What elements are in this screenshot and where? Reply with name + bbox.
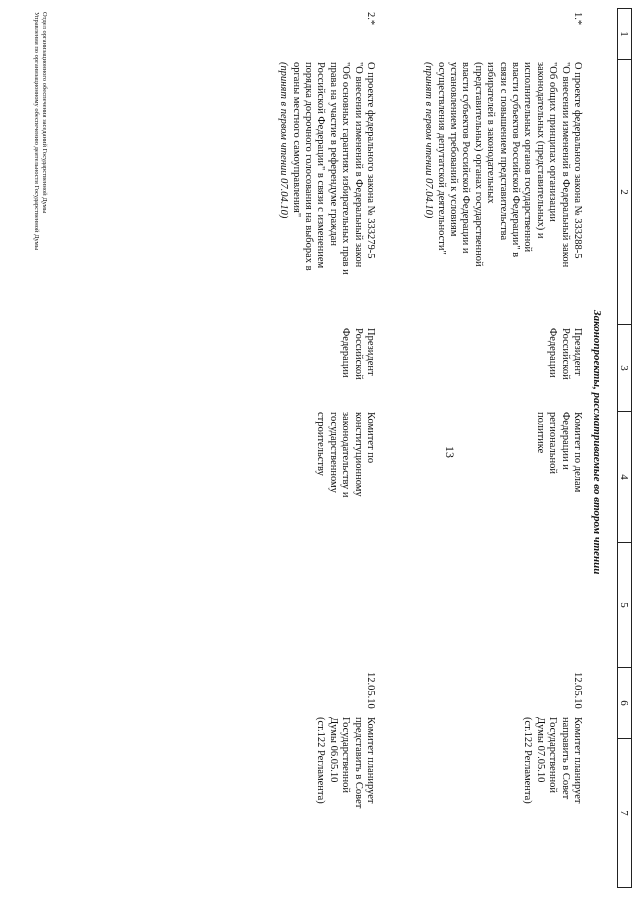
header-col-5: 5 (618, 543, 632, 668)
remark-line: Государственной (340, 717, 352, 793)
column-header-row (617, 8, 632, 888)
bill-line: избирателей в законодательных (485, 62, 497, 204)
bill-line: исполнительных органов государственной (522, 62, 534, 253)
bill-line: "Об основных гарантиях избирательных прав и (340, 62, 352, 275)
bill-line: "О внесении изменений в Федеральный закон (559, 62, 571, 268)
footer-line: Управления по организационному обеспечению деятельности Государственной Думы (33, 12, 40, 251)
committee-line: конституционному (352, 412, 364, 497)
header-col-6: 6 (618, 668, 632, 739)
bill-note: (принят в первом чтении 07.04.10) (423, 62, 435, 219)
row-1-number: 1.* (572, 12, 583, 26)
remark-line: Комитет планирует (365, 717, 376, 804)
bill-line: Российской Федерации" в связи с изменением (315, 62, 327, 269)
remark-line: Комитет планирует (572, 717, 583, 804)
committee-line: строительству (315, 412, 327, 476)
author-line: Федерации (547, 328, 559, 378)
header-col-7: 7 (618, 739, 632, 888)
bill-line: права на участие в референдуме граждан (327, 62, 339, 246)
footer-line: Отдел организационного обеспечения заседаний Государственной Думы (41, 12, 48, 214)
bill-line: (представительных) органах государственной (472, 62, 484, 267)
bill-line: связи с повышением представительства (497, 62, 509, 241)
remark-line: направить в Совет (559, 717, 571, 800)
committee-line: государственному (327, 412, 339, 493)
committee-line: законодательству и (340, 412, 352, 498)
bill-note: (принят в первом чтении 07.04.10) (278, 62, 290, 219)
header-col-3: 3 (618, 325, 632, 412)
section-title: Законопроекты, рассматриваемые во втором чтении (591, 310, 603, 575)
row-1-author (546, 328, 583, 380)
row-2-bill (277, 62, 376, 332)
row-1-date: 12.05.10 (572, 672, 583, 709)
bill-line: О проекте федерального закона № 333288-5 (572, 62, 583, 259)
row-2-number: 2.* (365, 12, 376, 26)
row-2-date: 12.05.10 (365, 672, 376, 709)
header-col-1: 1 (618, 9, 632, 60)
row-2-committee (314, 412, 376, 498)
remark-line: Думы 06.05.10 (327, 717, 339, 783)
row-1-committee (533, 412, 583, 492)
bill-line: власти субъектов Российской Федерации и (460, 62, 472, 254)
committee-line: политике (534, 412, 546, 454)
row-1-remark (521, 717, 583, 804)
footer (32, 12, 48, 250)
author-line: Президент (572, 328, 583, 376)
row-2-remark (314, 717, 376, 808)
author-line: Российской (352, 328, 364, 380)
bill-line: О проекте федерального закона № 333279-5 (365, 62, 376, 259)
header-col-2: 2 (618, 60, 632, 325)
author-line: Президент (365, 328, 376, 376)
bill-line: власти субъектов Российской Федерации" в (509, 62, 521, 258)
page-number: 13 (443, 446, 457, 458)
remark-line: (ст.122 Регламента) (315, 717, 327, 804)
committee-line: Комитет по (365, 412, 376, 464)
author-line: Федерации (340, 328, 352, 378)
author-line: Российской (559, 328, 571, 380)
bill-line: "Об общих принципах организации (547, 62, 559, 222)
bill-line: "О внесении изменений в Федеральный закон (352, 62, 364, 268)
bill-line: органы местного самоуправления" (290, 62, 302, 218)
committee-line: Федерации и (559, 412, 571, 470)
row-1-bill (422, 62, 583, 332)
remark-line: Думы 07.05.10 (534, 717, 546, 783)
committee-line: Комитет по делам (572, 412, 583, 493)
bill-line: установлением требований к условиям (447, 62, 459, 237)
committee-line: региональной (547, 412, 559, 474)
row-2-author (339, 328, 376, 380)
bill-line: законодательных (представительных) и (534, 62, 546, 239)
remark-line: (ст.122 Регламента) (522, 717, 534, 804)
bill-line: порядка досрочного голосования на выборах в (302, 62, 314, 271)
remark-line: представить в Совет (352, 717, 364, 809)
header-col-4: 4 (618, 412, 632, 543)
bill-line: осуществления депутатской деятельности" (435, 62, 447, 255)
remark-line: Государственной (547, 717, 559, 793)
